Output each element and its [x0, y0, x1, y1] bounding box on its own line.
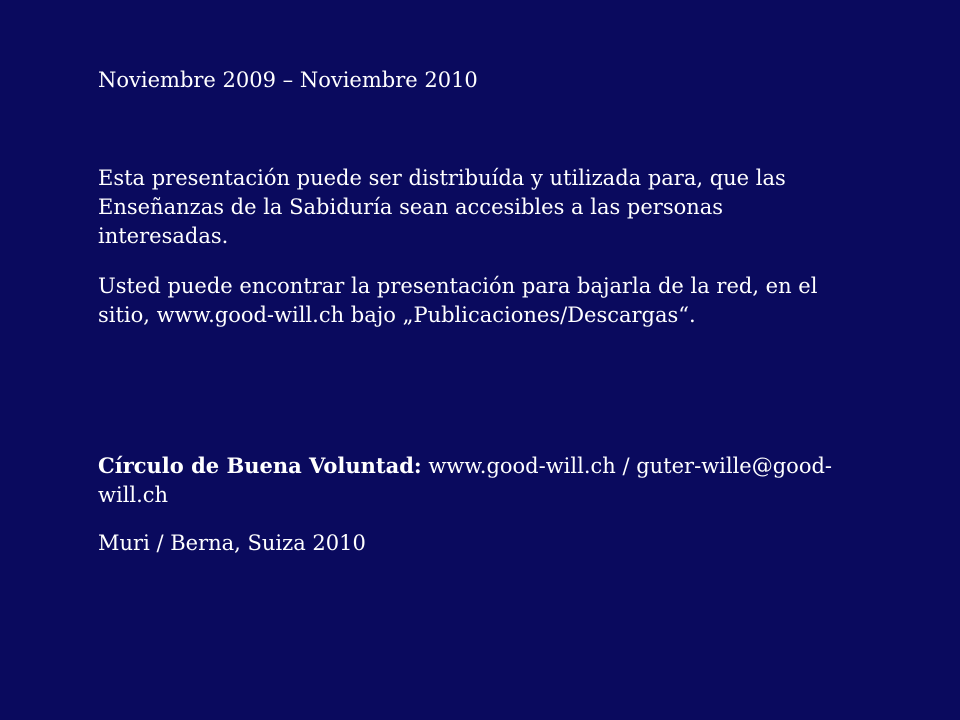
date-range: Noviembre 2009 – Noviembre 2010 [98, 68, 478, 92]
contact-label: Círculo de Buena Voluntad: [98, 453, 422, 478]
place-year: Muri / Berna, Suiza 2010 [98, 531, 366, 555]
distribution-paragraph: Esta presentación puede ser distribuída y utilizada para, que las Enseñanzas de la Sabiduría sean accesibles a las personas interesadas. [98, 166, 786, 248]
download-paragraph: Usted puede encontrar la presentación para bajarla de la red, en el sitio, www.good-will.ch bajo „Publicaciones/Descargas“. [98, 274, 818, 327]
contact-value: www.good-will.ch / guter-wille@good-will.ch [98, 454, 833, 507]
contact-line [98, 451, 838, 510]
